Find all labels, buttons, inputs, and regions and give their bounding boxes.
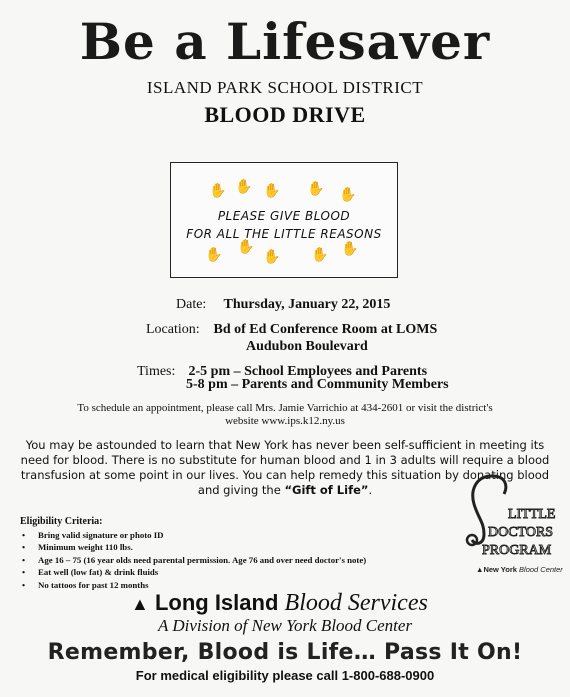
date-label: Date:: [176, 297, 207, 312]
stethoscope-icon: [462, 472, 570, 582]
handprint-icon: ✋: [263, 184, 281, 199]
lib-bold: Long Island: [154, 590, 279, 615]
little-doctors-logo: [462, 472, 570, 582]
criteria-item: • Bring valid signature or photo ID: [22, 529, 366, 541]
handprint-icon: ✋: [307, 182, 325, 197]
info-end: .: [368, 483, 373, 497]
time-slot-1: 2-5 pm – School Employees and Parents: [188, 364, 428, 379]
lib-ital: Blood Services: [284, 590, 428, 616]
triangle-logo-icon: ▲: [131, 594, 149, 614]
location-line-1: Bd of Ed Conference Room at LOMS: [213, 322, 438, 337]
criteria-heading: Eligibility Criteria:: [20, 516, 103, 527]
criteria-item: • Eat well (low fat) & drink fluids: [22, 566, 366, 578]
handprint-icon: ✋: [209, 184, 227, 199]
handprint-icon: ✋: [263, 250, 281, 265]
ldp-line-2: DOCTORS: [488, 525, 554, 540]
handprint-icon: ✋: [311, 248, 329, 263]
info-text: You may be astounded to learn that New York has never been self-sufficient in meeting its need for blood. There is no substitute for human blood and 1 in 3 adults will require a blood transfusion at some point in our lives. You can help remedy this situation by donating blood and giving the: [20, 438, 550, 497]
poster-line-2: FOR ALL THE LITTLE REASONS: [186, 227, 382, 241]
date-value: Thursday, January 22, 2015: [223, 297, 391, 312]
criteria-list: [22, 529, 366, 591]
nybc-icon: ▲: [476, 565, 484, 574]
nybc-ital: Blood Center: [519, 565, 563, 574]
location-row: [146, 322, 437, 338]
event-heading: BLOOD DRIVE: [204, 102, 366, 127]
handprint-icon: ✋: [235, 180, 253, 195]
poster-line-1: PLEASE GIVE BLOOD: [217, 209, 351, 223]
time-slot-2: 5-8 pm – Parents and Community Members: [186, 377, 449, 392]
handprint-icon: ✋: [237, 240, 255, 255]
criteria-item: • No tattoos for past 12 months: [22, 579, 366, 591]
nybc-bold: New York: [483, 565, 517, 574]
ldp-line-3: PROGRAM: [482, 543, 552, 558]
criteria-item: • Minimum weight 110 lbs.: [22, 541, 366, 553]
date-row: [176, 297, 390, 313]
slogan: Remember, Blood is Life… Pass It On!: [47, 640, 523, 665]
location-label: Location:: [146, 322, 200, 337]
svg-text:▲New York Blood Center: [476, 565, 563, 574]
handprint-icon: ✋: [339, 188, 357, 203]
schedule-line-2: website www.ips.k12.ny.us: [225, 415, 345, 427]
handprint-poster: [170, 162, 398, 278]
location-line-2: Audubon Boulevard: [246, 339, 368, 354]
long-island-logo: [131, 590, 428, 617]
criteria-item: • Age 16 – 75 (16 year olds need parental permission. Age 76 and over need doctor's note): [22, 554, 366, 566]
district-name: ISLAND PARK SCHOOL DISTRICT: [146, 78, 424, 97]
handprint-icon: ✋: [205, 248, 223, 263]
lib-subtitle: A Division of New York Blood Center: [158, 616, 413, 635]
ldp-line-1: LITTLE: [508, 507, 556, 522]
handprint-icon: ✋: [341, 242, 359, 257]
gift-of-life: “Gift of Life”: [284, 483, 369, 497]
schedule-line-1: To schedule an appointment, please call Mrs. Jamie Varrichio at 434-2601 or visit the district's: [77, 402, 493, 414]
flyer-title: Be a Lifesaver: [79, 12, 491, 71]
eligibility-call: For medical eligibility please call 1-800-688-0900: [135, 668, 435, 683]
times-label: Times:: [137, 364, 176, 379]
